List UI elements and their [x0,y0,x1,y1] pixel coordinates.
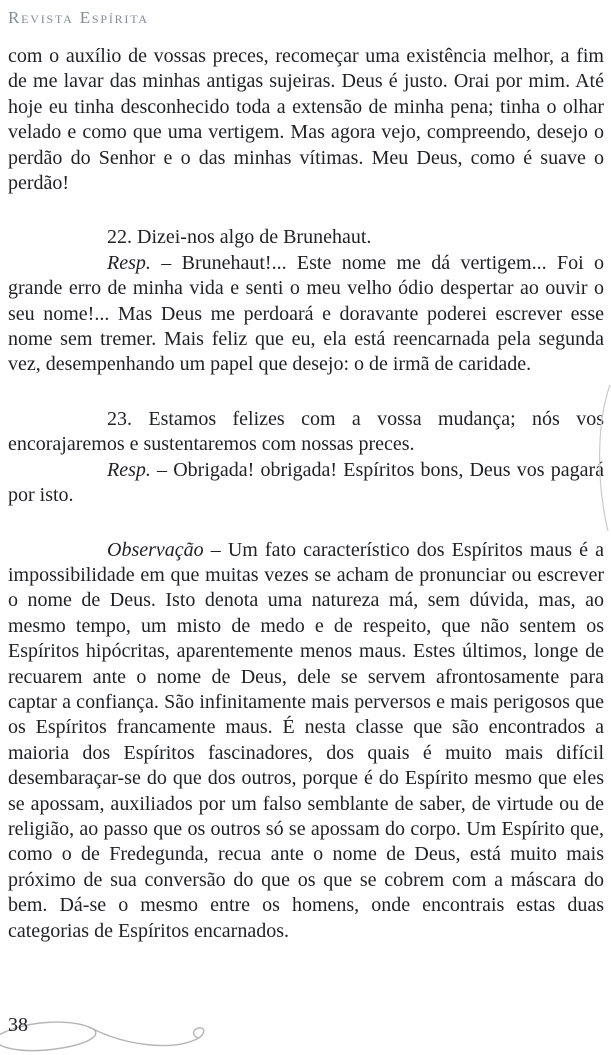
text-run: – Um fato característico dos Espíritos maus é a impossibilidade em que muitas vezes se acham de pronunciar ou escrever o nome de Deus. Isto denota uma natureza má, sem dúvida, mas, ao mesmo tempo, um misto de medo e de respeito, que não sentem os Espíritos hipócritas, aparentemente menos maus. Estes últimos, longe de recuarem ante o nome de Deus, dele se servem afrontosamente para captar a confiança. São infinitamente mais perversos e mais perigosos que os Espíritos francamente maus. É nesta classe que são encontrados a maioria dos Espíritos fascinadores, dos quais é muito mais difícil desembaraçar-se do que dos outros, porque é do Espírito mesmo que eles se apossam, auxiliados por um falso semblante de saber, de virtude ou de religião, ao passo que os outros só se apossam do corpo. Um Espírito que, como o de Fredegunda, recua ante o nome de Deus, está muito mais próximo de sua conversão do que os que se cobrem com a máscara do bem. Dá-se o mesmo entre os homens, onde encontrais estas duas categorias de Espíritos encarnados. [8,538,604,942]
page-body [8,44,604,944]
paragraph [8,407,604,458]
page-number: 38 [8,1014,28,1036]
italic-run: Observação [107,538,204,561]
paragraph [8,44,604,196]
italic-run: Resp. [107,458,151,481]
text-run: – Brunehaut!... Este nome me dá vertigem... Foi o grande erro de minha vida e senti o meu velho ódio despertar ao ouvir o seu nome!... Mas Deus me perdoará e doravante poderei escrever esse nome sem tremer. Mais feliz que eu, ela está reencarnada pela segunda vez, desempenhando um papel que desejo: o de irmã de caridade. [8,251,604,376]
paragraph [8,538,604,945]
running-header: Revista Espírita [8,8,149,27]
margin-flourish-icon [593,383,611,533]
italic-run: Resp. [107,251,151,274]
text-run: – Obrigada! obrigada! Espíritos bons, Deus vos pagará por isto. [8,458,604,507]
paragraph [8,458,604,509]
text-run: 23. Estamos felizes com a vossa mudança; nós vos encorajaremos e sustentaremos com nossas preces. [8,407,604,456]
swirl-flourish-icon [0,1008,230,1054]
paragraph [8,251,604,378]
text-run: 22. Dizei-nos algo de Brunehaut. [107,226,372,249]
text-run: com o auxílio de vossas preces, recomeçar uma existência melhor, a fim de me lavar das minhas antigas sujeiras. Deus é justo. Orai por mim. Até hoje eu tinha desconhecido toda a extensão de minha pena; tinha o olhar velado e como que uma vertigem. Mas agora vejo, compreendo, desejo o perdão do Senhor e o das minhas vítimas. Meu Deus, como é suave o perdão! [8,45,604,195]
paragraph [8,225,604,250]
